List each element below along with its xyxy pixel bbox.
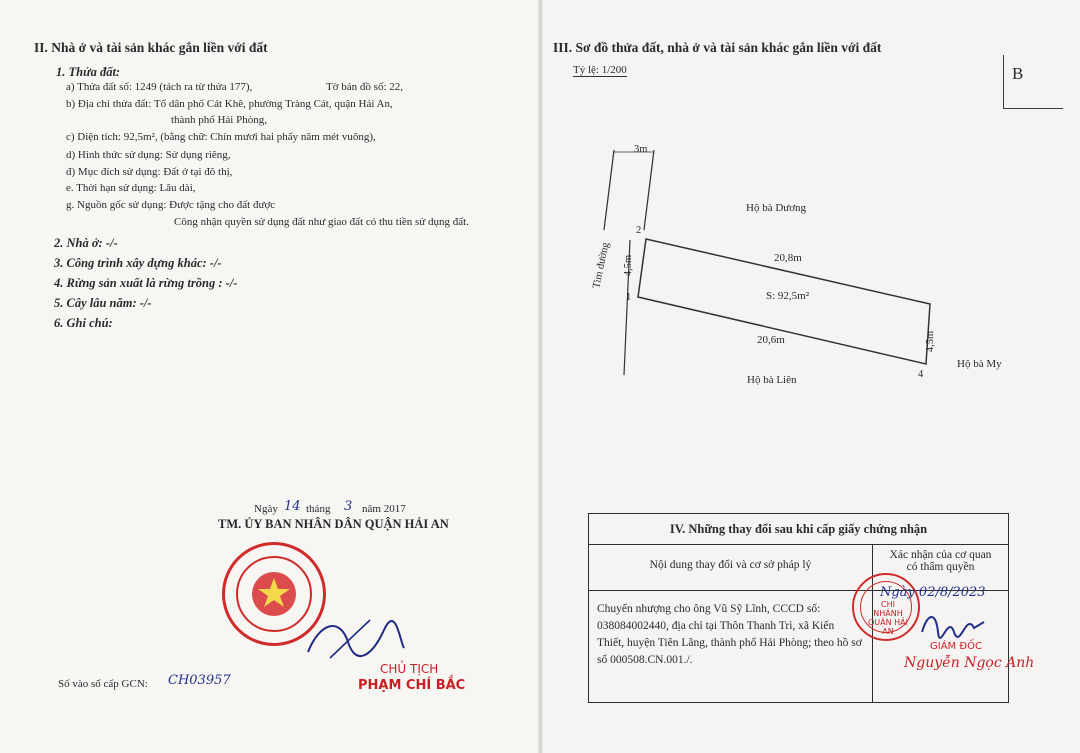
- usage-origin: g. Nguồn gốc sử dụng: Được tặng cho đất được: [66, 199, 276, 211]
- neighbor-south: Hộ bà Liên: [747, 374, 797, 386]
- section-4-forest: 4. Rừng sản xuất là rừng trồng : -/-: [54, 276, 238, 290]
- parcel-address: b) Địa chỉ thửa đất: Tổ dân phố Cát Khê, phường Tràng Cát, quận Hải An,: [66, 98, 393, 110]
- confirm-heading-l2: có thẩm quyền: [906, 561, 975, 573]
- section-5-perennial: 5. Cây lâu năm: -/-: [54, 296, 152, 310]
- label-area: S: 92,5m²: [766, 290, 810, 302]
- issue-month-label: tháng: [306, 503, 331, 515]
- confirm-signer: Nguyễn Ngọc Anh: [904, 655, 1035, 671]
- seal-text: CHI NHÁNH QUẬN HẢI AN: [868, 600, 908, 636]
- vertex-4: 4: [918, 369, 924, 380]
- parcel-number: a) Thửa đất số: 1249 (tách ra từ thửa 177),: [66, 81, 253, 93]
- usage-purpose: đ) Mục đích sử dụng: Đất ở tại đô thị,: [66, 166, 233, 178]
- signer-title: CHỦ TỊCH: [380, 662, 439, 676]
- vertex-1: 1: [626, 292, 632, 303]
- neighbor-north: Hộ bà Dương: [746, 202, 807, 214]
- signature-left: [300, 612, 410, 664]
- section-3-other-works: 3. Công trình xây dựng khác: -/-: [54, 256, 222, 270]
- label-bottom-side: 20,6m: [757, 334, 785, 346]
- issuing-authority: TM. ỦY BAN NHÂN DÂN QUẬN HẢI AN: [218, 517, 449, 531]
- label-top-side: 20,8m: [774, 252, 802, 264]
- issue-date-month: 3: [344, 499, 353, 514]
- parcel-address-city: thành phố Hải Phòng,: [171, 114, 267, 126]
- signature-right: [918, 608, 988, 642]
- map-scale: Tỷ lệ: 1/200: [573, 64, 627, 76]
- parcel-area: c) Diện tích: 92,5m², (bằng chữ: Chín mươi hai phẩy năm mét vuông),: [66, 131, 376, 143]
- usage-origin-detail: Công nhận quyền sử dụng đất như giao đất có thu tiền sử dụng đất.: [174, 216, 469, 228]
- change-line-3: Thiết, huyện Tiên Lãng, thành phố Hải Phòng; theo hồ sơ: [597, 637, 862, 649]
- vertex-2: 2: [636, 225, 642, 236]
- signer-name: PHẠM CHÍ BẮC: [358, 678, 466, 693]
- usage-form: d) Hình thức sử dụng: Sử dụng riêng,: [66, 149, 231, 161]
- confirm-date: Ngày 02/8/2023: [880, 585, 986, 600]
- confirm-heading-l1: Xác nhận của cơ quan: [889, 549, 992, 561]
- label-right-side: 4,5m: [925, 330, 937, 353]
- change-line-1: Chuyển nhượng cho ông Vũ Sỹ Lĩnh, CCCD số:: [597, 603, 821, 615]
- section-2-housing: 2. Nhà ở: -/-: [54, 236, 118, 250]
- map-sheet-number: Tờ bản đồ số: 22,: [326, 81, 404, 93]
- cert-register-number: CH03957: [168, 673, 231, 688]
- corner-letter: B: [1012, 64, 1024, 83]
- changes-content: [589, 591, 873, 703]
- change-line-4: số 000508.CN.001./.: [597, 654, 693, 666]
- section-6-notes: 6. Ghi chú:: [54, 316, 113, 330]
- label-top-width: 3m: [634, 144, 648, 155]
- neighbor-east: Hộ bà My: [957, 358, 1002, 370]
- section-header-ii: II. Nhà ở và tài sản khác gắn liền với đất: [34, 40, 268, 55]
- label-left-side: 4,5m: [623, 254, 635, 277]
- change-line-2: 038084002440, địa chỉ tại Thôn Thanh Trì, xã Kiến: [597, 620, 835, 632]
- issue-date-day: 14: [284, 499, 301, 514]
- changes-col-content: Nội dung thay đổi và cơ sở pháp lý: [589, 545, 873, 591]
- issue-year: năm 2017: [362, 503, 406, 515]
- label-street: Tim đường: [591, 241, 612, 290]
- usage-term: e. Thời hạn sử dụng: Lâu dài,: [66, 182, 196, 194]
- page-fold: [538, 0, 543, 753]
- section-1-title: 1. Thửa đất:: [56, 65, 121, 79]
- confirm-role: GIÁM ĐỐC: [930, 641, 982, 652]
- issue-date-label: Ngày: [254, 503, 278, 515]
- changes-title: IV. Những thay đổi sau khi cấp giấy chứng nhận: [589, 514, 1009, 545]
- cert-register-label: Số vào sổ cấp GCN:: [58, 678, 148, 690]
- section-header-iii: III. Sơ đồ thửa đất, nhà ở và tài sản khác gắn liền với đất: [553, 40, 882, 55]
